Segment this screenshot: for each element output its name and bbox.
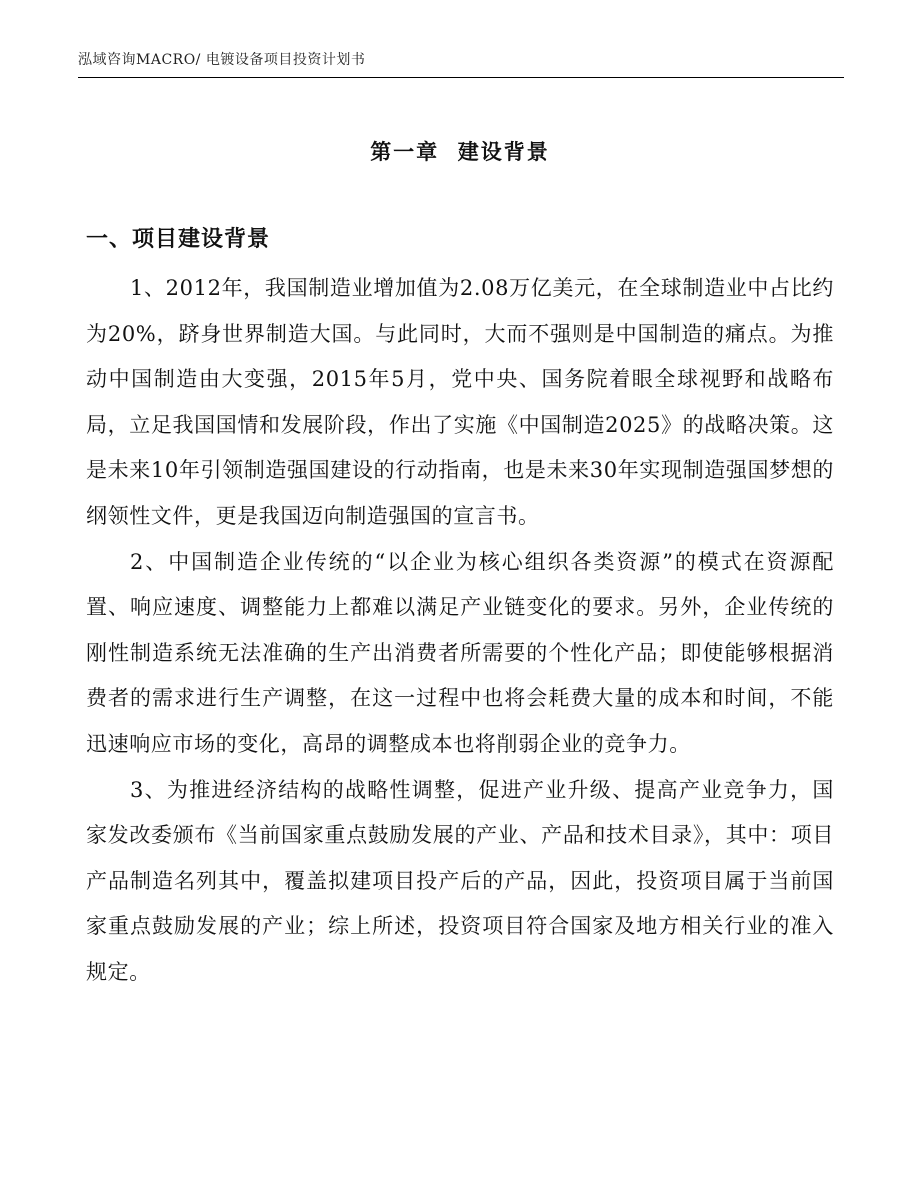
- running-header: 泓域咨询MACRO/ 电镀设备项目投资计划书: [78, 52, 366, 68]
- paragraph-2: 2、中国制造企业传统的“以企业为核心组织各类资源”的模式在资源配置、响应速度、调整能力上都难以满足产业链变化的要求。另外，企业传统的刚性制造系统无法准确的生产出消费者所需要的个性化产品；即使能够根据消费者的需求进行生产调整，在这一过程中也将会耗费大量的成本和时间，不能迅速响应市场的变化，高昂的调整成本也将削弱企业的竞争力。: [86, 549, 834, 756]
- paragraph-1: 1、2012年，我国制造业增加值为2.08万亿美元，在全球制造业中占比约为20%，跻身世界制造大国。与此同时，大而不强则是中国制造的痛点。为推动中国制造由大变强，2015年5月，党中央、国务院着眼全球视野和战略布局，立足我国国情和发展阶段，作出了实施《中国制造2025》的战略决策。这是未来10年引领制造强国建设的行动指南，也是未来30年实现制造强国梦想的纲领性文件，更是我国迈向制造强国的宣言书。: [86, 276, 834, 528]
- header-divider: [78, 77, 844, 78]
- section-heading: 一、项目建设背景: [86, 226, 271, 252]
- chapter-title: 第一章 建设背景: [370, 139, 550, 164]
- body-text: [86, 266, 834, 996]
- paragraph-3: 3、为推进经济结构的战略性调整，促进产业升级、提高产业竞争力，国家发改委颁布《当前国家重点鼓励发展的产业、产品和技术目录》，其中：项目产品制造名列其中，覆盖拟建项目投产后的产品，因此，投资项目属于当前国家重点鼓励发展的产业；综上所述，投资项目符合国家及地方相关行业的准入规定。: [86, 777, 834, 984]
